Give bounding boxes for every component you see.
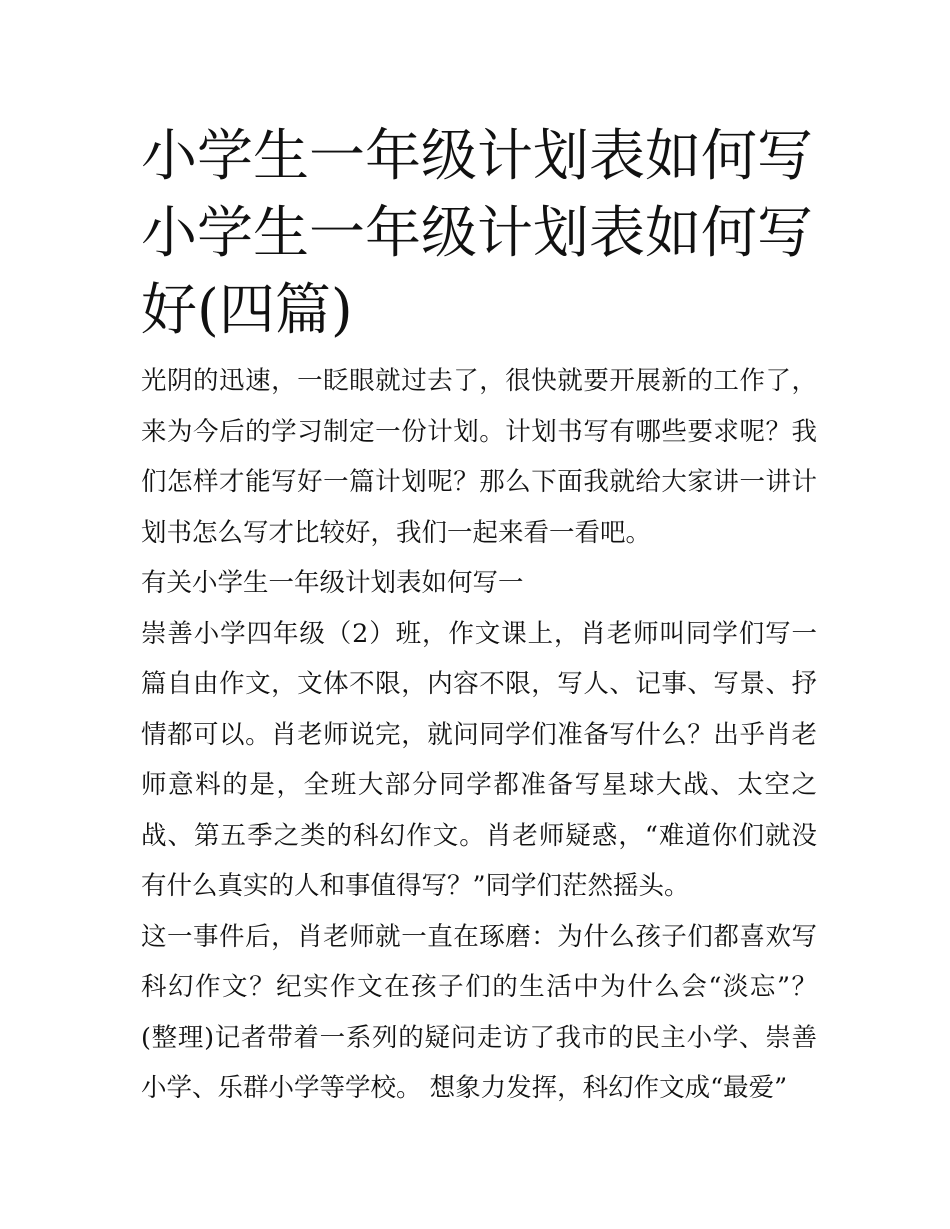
paragraph-intro: 光阴的迅速，一眨眼就过去了，很快就要开展新的工作了，来为今后的学习制定一份计划。计划书写有哪些要求呢？我们怎样才能写好一篇计划呢？那么下面我就给大家讲一讲计划书怎么写才比较好，我们一起来看一看吧。 xyxy=(141,366,817,548)
document-body xyxy=(141,356,817,1114)
document-title: 小学生一年级计划表如何写 小学生一年级计划表如何写好(四篇) xyxy=(141,124,813,343)
paragraph-class-story: 崇善小学四年级（2）班，作文课上，肖老师叫同学们写一篇自由作文，文体不限，内容不限，写人、记事、写景、抒情都可以。肖老师说完，就问同学们准备写什么？出乎肖老师意料的是，全班大部分同学都准备写星球大战、太空之战、第五季之类的科幻作文。肖老师疑惑，“难道你们就没有什么真实的人和事值得写？”同学们茫然摇头。 xyxy=(141,618,817,901)
paragraph-section-heading: 有关小学生一年级计划表如何写一 xyxy=(141,568,524,598)
paragraph-reporter-visit: 这一事件后，肖老师就一直在琢磨：为什么孩子们都喜欢写科幻作文？纪实作文在孩子们的生活中为什么会“淡忘”？ (整理)记者带着一系列的疑问走访了我市的民主小学、崇善小学、乐群小学等学校。 想象力发挥，科幻作文成“最爱” xyxy=(141,921,817,1103)
